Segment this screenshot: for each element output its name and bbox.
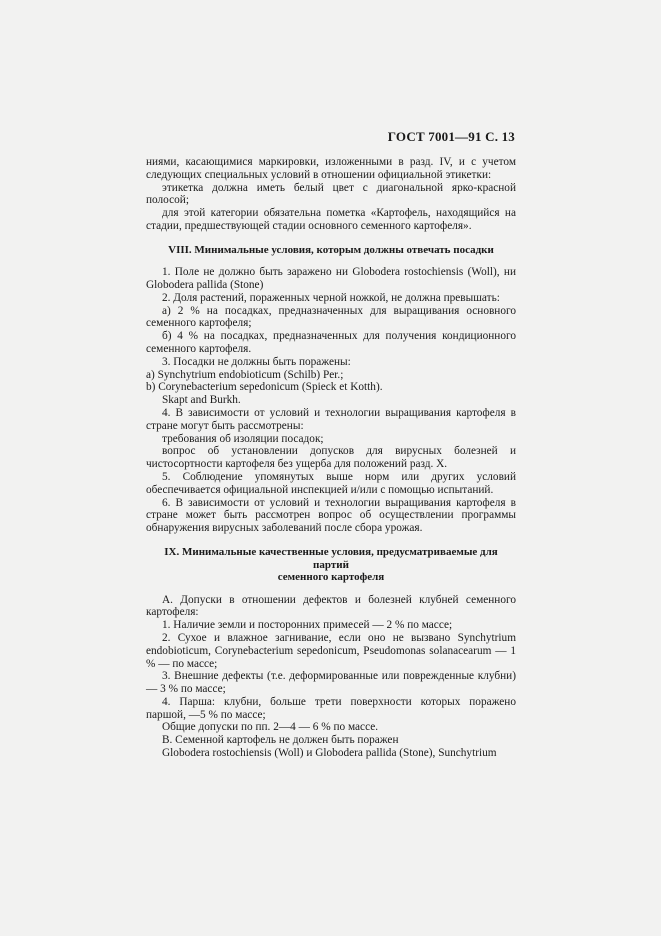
section-8-paragraph: 6. В зависимости от условий и технологии выращивания картофеля в стране может быть рассмотрен вопрос об осуществлении программы обнаружения вирусных заболеваний после сбора урожая. [146, 496, 516, 535]
section-9-title-line2: семенного картофеля [277, 571, 385, 584]
page-body [146, 156, 516, 760]
section-8-paragraph: вопрос об установлении допусков для вирусных болезней и чистосортности картофеля без ущерба для положений разд. X. [146, 445, 516, 471]
section-8-title: VIII. Минимальные условия, которым должны отвечать посадки [168, 243, 494, 256]
section-9-paragraph: А. Допуски в отношении дефектов и болезней клубней семенного картофеля: [146, 593, 516, 619]
section-8-paragraph: a) Synchytrium endobioticum (Schilb) Per.; [146, 368, 344, 381]
section-8-paragraph: 2. Доля растений, пораженных черной ножкой, не должна превышать: [162, 291, 500, 304]
section-8-paragraph: требования об изоляции посадок; [162, 432, 324, 445]
section-8-paragraph: 3. Посадки не должны быть поражены: [162, 355, 351, 368]
section-9-paragraph: Общие допуски по пп. 2—4 — 6 % по массе. [162, 721, 379, 734]
section-9-paragraph: 4. Парша: клубни, больше трети поверхности которых поражено паршой, —5 % по массе; [146, 695, 516, 721]
section-8-paragraph: а) 2 % на посадках, предназначенных для выращивания основного семенного картофеля; [146, 304, 516, 330]
section-8-paragraph: 1. Поле не должно быть заражено ни Globodera rostochiensis (Woll), ни Globodera pallida (Stone) [146, 266, 516, 292]
section-9-paragraph: 1. Наличие земли и посторонних примесей — 2 % по массе; [162, 619, 453, 632]
section-9-title-line1: IX. Минимальные качественные условия, предусматриваемые для партий [164, 546, 498, 571]
intro-paragraph: ниями, касающимися маркировки, изложенными в разд. IV, и с учетом следующих специальных условий в отношении официальной этикетки: [146, 156, 516, 181]
section-9-paragraph: В. Семенной картофель не должен быть поражен [162, 734, 399, 747]
section-8-paragraph: Skapt and Burkh. [162, 394, 241, 407]
section-8-paragraph: 5. Соблюдение упомянутых выше норм или других условий обеспечивается официальной инспекцией и/или с помощью испытаний. [146, 471, 516, 496]
page-header: ГОСТ 7001—91 С. 13 [387, 129, 515, 144]
intro-paragraph: этикетка должна иметь белый цвет с диагональной ярко-красной полосой; [146, 181, 516, 207]
section-9-title [146, 546, 516, 584]
intro-paragraph: для этой категории обязательна пометка «Картофель, находящийся на стадии, предшествующей стадии основного семенного картофеля». [146, 207, 516, 232]
section-8-paragraph: b) Corynebacterium sepedonicum (Spieck et Kotth). [146, 381, 383, 394]
section-9-paragraph: 3. Внешние дефекты (т.е. деформированные или поврежденные клубни) — 3 % по массе; [146, 670, 516, 696]
section-9-paragraph: Globodera rostochiensis (Woll) и Globodera pallida (Stone), Sunchytrium [162, 747, 497, 760]
section-8-paragraph: 4. В зависимости от условий и технологии выращивания картофеля в стране могут быть рассмотрены: [146, 407, 516, 432]
section-9-paragraph: 2. Сухое и влажное загнивание, если оно не вызвано Synchytrium endobioticum, Corynebacterium sepedonicum, Pseudomonas solanacearum — 1 % — по массе; [146, 631, 516, 670]
section-8-paragraph: б) 4 % на посадках, предназначенных для получения кондиционного семенного картофеля. [146, 330, 516, 356]
